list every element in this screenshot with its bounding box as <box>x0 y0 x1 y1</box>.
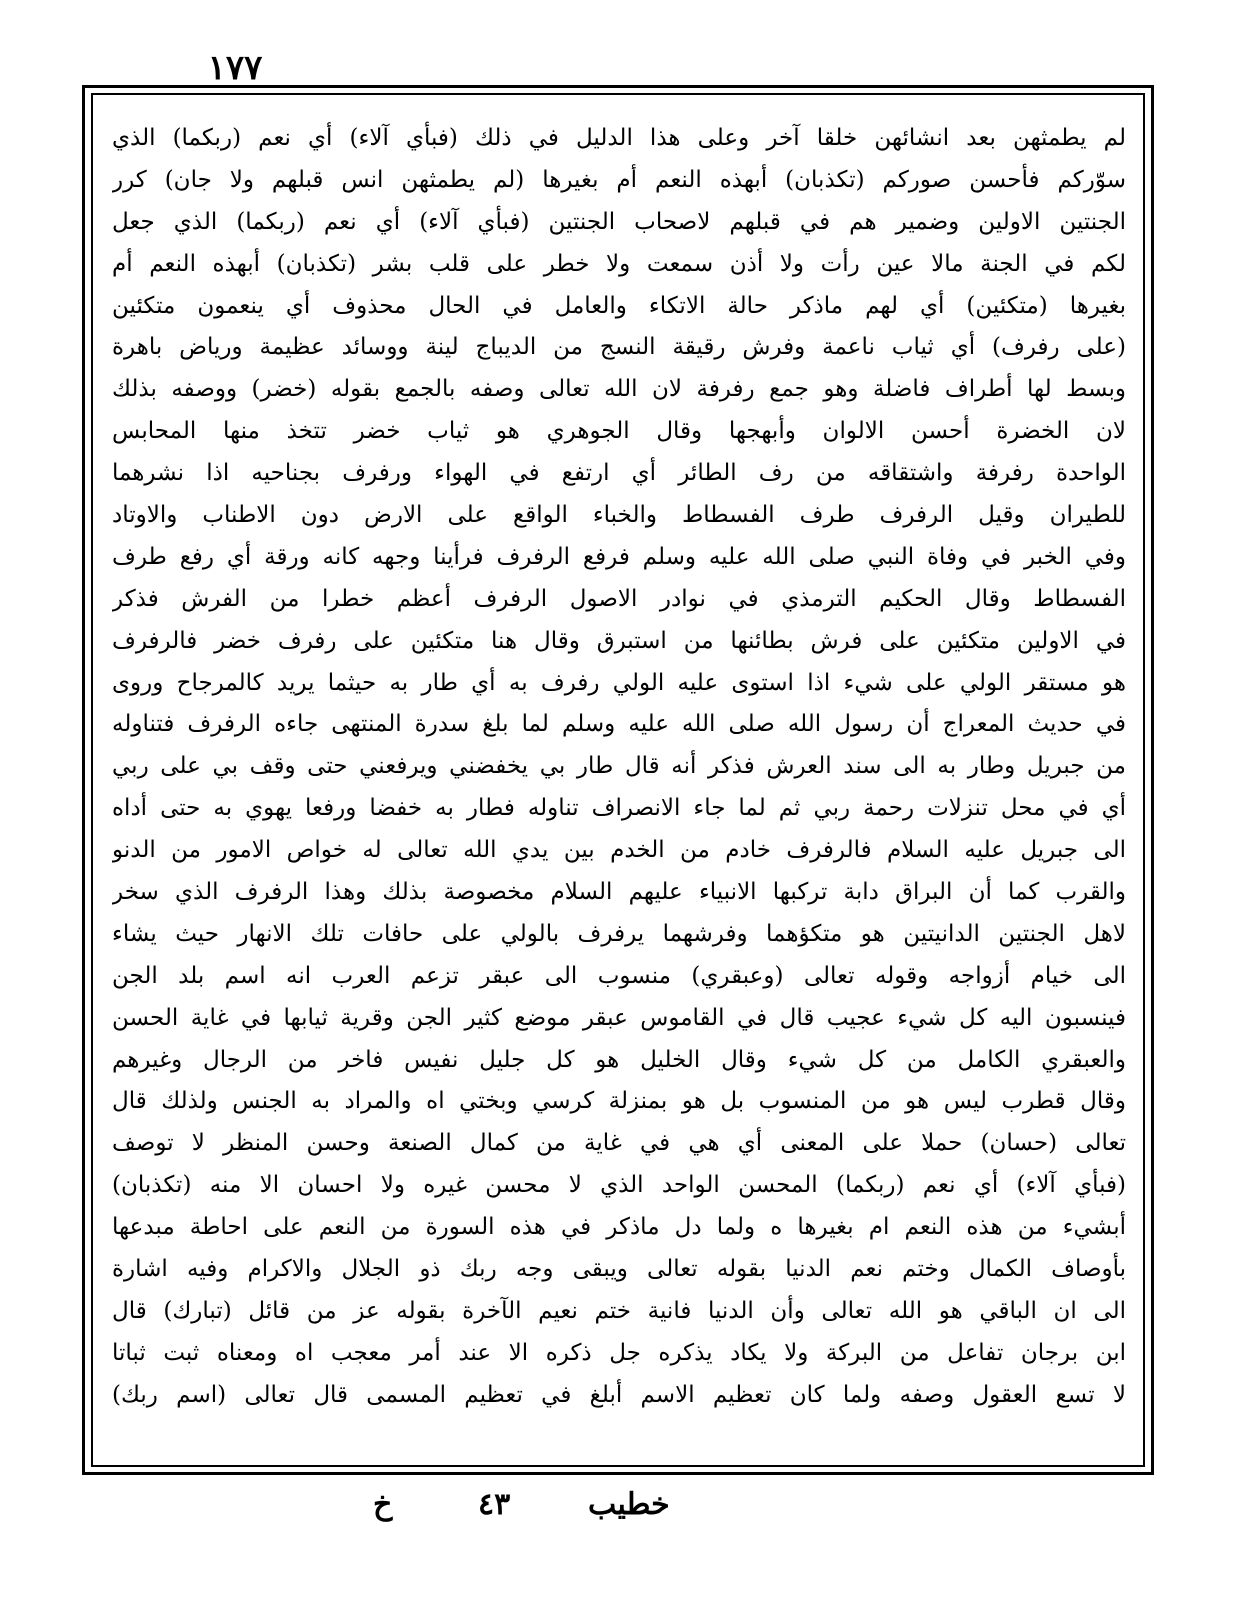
text-line: في حديث المعراج أن رسول الله صلى الله عليه وسلم لما بلغ سدرة المنتهى جاءه الرفرف فتناوله <box>112 711 1126 738</box>
text-line: ابن برجان تفاعل من البركة ولا يكاد يذكره جل ذكره الا عند أمر معجب اه ومعناه ثبت ثباتا <box>112 1339 1126 1366</box>
text-line: تعالى (حسان) حملا على المعنى أي هي في غاية من كمال الصنعة وحسن المنظر لا توصف <box>112 1130 1126 1157</box>
text-line: لا تسع العقول وصفه ولما كان تعظيم الاسم أبلغ في تعظيم المسمى قال تعالى (اسم ربك) <box>112 1381 1126 1408</box>
text-line: من جبريل وطار به الى سند العرش فذكر أنه قال طار بي يخفضني ويرفعني حتى وقف بي على ربي <box>112 753 1126 780</box>
text-line: الى خيام أزواجه وقوله تعالى (وعبقري) منسوب الى عبقر تزعم العرب انه اسم بلد الجن <box>112 962 1126 989</box>
signature-word: خطيب <box>588 1487 670 1522</box>
text-line: وبسط لها أطراف فاضلة وهو جمع رفرفة لان الله تعالى وصفه بالجمع بقوله (خضر) ووصفه بذلك <box>112 376 1126 403</box>
text-line: الى جبريل عليه السلام فالرفرف خادم من الخدم بين يدي الله تعالى له خواص الامور من الدنو <box>112 837 1126 864</box>
text-line: (فبأي آلاء) أي نعم (ربكما) المحسن الواحد الذي لا محسن غيره ولا احسان الا منه (تكذبان) <box>112 1172 1126 1199</box>
text-line: الى ان الباقي هو الله تعالى وأن الدنيا فانية ختم نعيم الآخرة بقوله عز من قائل (تبارك) قال <box>112 1297 1126 1324</box>
signature-number: ٤٣ <box>478 1487 511 1522</box>
text-line: (على رفرف) أي ثياب ناعمة وفرش رقيقة النسج من الديباج لينة ووسائد عظيمة ورياض باهرة <box>112 334 1126 361</box>
text-line: وفي الخبر في وفاة النبي صلى الله عليه وسلم فرفع الرفرف فرأينا وجهه كانه ورقة أي رفع طرف <box>112 543 1126 570</box>
text-line: سوّركم فأحسن صوركم (تكذبان) أبهذه النعم أم بغيرها (لم يطمثهن انس قبلهم ولا جان) كرر <box>112 166 1126 193</box>
signature-letter: خ <box>373 1487 393 1522</box>
text-line: لاهل الجنتين الدانيتين هو متكؤهما وفرشهما يرفرف بالولي على حافات تلك الانهار حيث يشاء <box>112 920 1126 947</box>
text-line: لكم في الجنة مالا عين رأت ولا أذن سمعت ولا خطر على قلب بشر (تكذبان) أبهذه النعم أم <box>112 250 1126 277</box>
text-line: في الاولين متكئين على فرش بطائنها من استبرق وقال هنا متكئين على رفرف خضر فالرفرف <box>112 627 1126 654</box>
text-line: بغيرها (متكئين) أي لهم ماذكر حالة الاتكاء والعامل في الحال محذوف أي ينعمون متكئين <box>112 292 1126 319</box>
text-line: للطيران وقيل الرفرف طرف الفسطاط والخباء الواقع على الارض دون الاطناب والاوتاد <box>112 502 1126 529</box>
body-text <box>112 118 1126 1458</box>
text-line: الفسطاط وقال الحكيم الترمذي في نوادر الاصول الرفرف أعظم خطرا من الفرش فذكر <box>112 585 1126 612</box>
text-line: وقال قطرب ليس هو من المنسوب بل هو بمنزلة كرسي وبختي اه والمراد به الجنس ولذلك قال <box>112 1088 1126 1115</box>
text-line: والعبقري الكامل من كل شيء وقال الخليل هو كل جليل نفيس فاخر من الرجال وغيرهم <box>112 1046 1126 1073</box>
text-line: بأوصاف الكمال وختم نعم الدنيا بقوله تعالى ويبقى وجه ربك ذو الجلال والاكرام وفيه اشارة <box>112 1256 1126 1283</box>
text-line: الواحدة رفرفة واشتقاقه من رف الطائر أي ارتفع في الهواء ورفرف بجناحيه اذا نشرهما <box>112 460 1126 487</box>
text-line: أي في محل تنزلات رحمة ربي ثم لما جاء الانصراف تناوله فطار به خفضا ورفعا يهوي به حتى أداه <box>112 795 1126 822</box>
text-line: فينسبون اليه كل شيء عجيب قال في القاموس عبقر موضع كثير الجن وقرية ثيابها في غاية الحسن <box>112 1004 1126 1031</box>
text-line: الجنتين الاولين وضمير هم في قبلهم لاصحاب الجنتين (فبأي آلاء) أي نعم (ربكما) الذي جعل <box>112 208 1126 235</box>
page-footer <box>0 1480 1240 1530</box>
text-line: هو مستقر الولي على شيء اذا استوى عليه الولي رفرف به أي طار به حيثما يريد كالمرجاح وروى <box>112 669 1126 696</box>
text-line: لان الخضرة أحسن الالوان وأبهجها وقال الجوهري هو ثياب خضر تتخذ منها المحابس <box>112 418 1126 445</box>
text-line: والقرب كما أن البراق دابة تركبها الانبياء عليهم السلام مخصوصة بذلك وهذا الرفرف الذي سخر <box>112 879 1126 906</box>
text-line: أبشيء من هذه النعم ام بغيرها ه ولما دل ماذكر في هذه السورة من النعم على احاطة مبدعها <box>112 1214 1126 1241</box>
page-number: ١٧٧ <box>207 48 263 88</box>
text-line: لم يطمثهن بعد انشائهن خلقا آخر وعلى هذا الدليل في ذلك (فبأي آلاء) أي نعم (ربكما) الذي <box>112 125 1126 151</box>
